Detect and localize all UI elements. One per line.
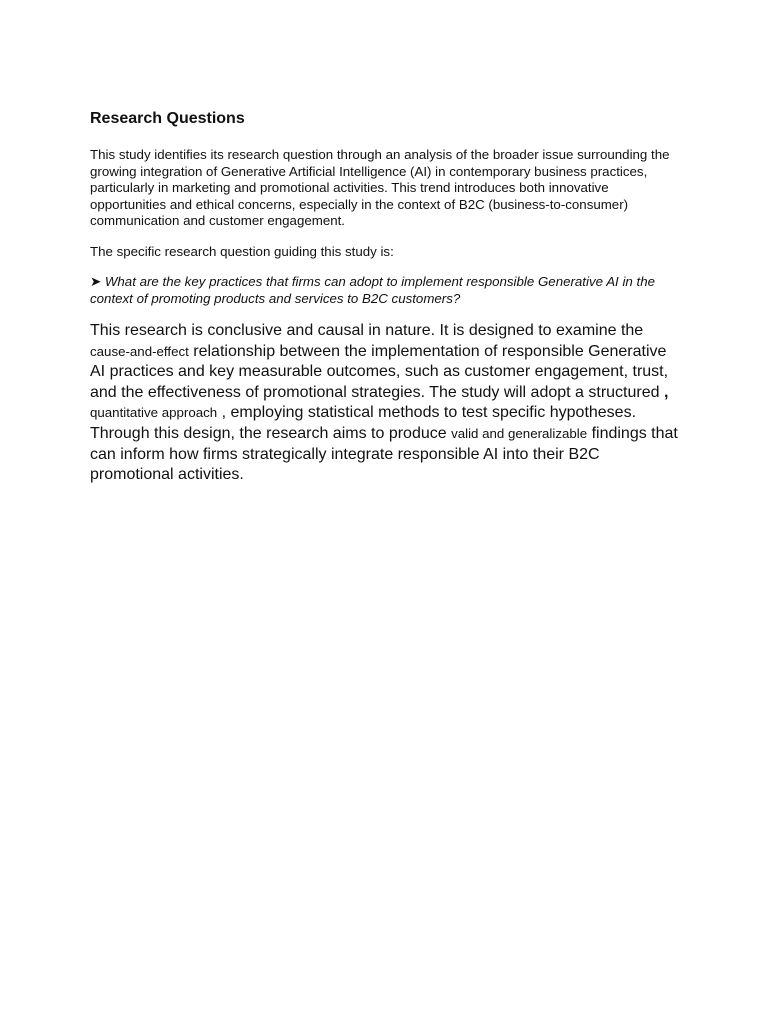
design-text-2: relationship between the implementation of responsible Generative AI practices and key measurable outcomes, such as customer engagement, trust, and the effectiveness of promotional strategies. The study will adopt a structured: [90, 342, 669, 401]
document-page: [90, 108, 680, 486]
design-paragraph: [90, 321, 680, 486]
research-question: [90, 274, 680, 307]
research-question-text: What are the key practices that firms can adopt to implement responsible Generative AI in the context of promoting products and services to B2C customers?: [90, 274, 655, 306]
design-comma: ,: [663, 383, 669, 401]
arrow-bullet-icon: ➤: [90, 274, 102, 289]
design-text-1: This research is conclusive and causal in nature. It is designed to examine the: [90, 322, 644, 339]
intro-paragraph: This study identifies its research question through an analysis of the broader issue surrounding the growing integration of Generative Artificial Intelligence (AI) in contemporary business practices, particularly in marketing and promotional activities. This trend introduces both innovative opportunities and ethical concerns, especially in the context of B2C (business-to-consumer) communication and customer engagement.: [90, 147, 670, 228]
design-text-4: findings that can inform how firms strategically integrate responsible AI into their B2C promotional activities.: [90, 424, 678, 484]
design-text-3: , employing statistical methods to test specific hypotheses. Through this design, the research aims to produce: [90, 404, 637, 442]
section-heading: Research Questions: [90, 110, 245, 127]
term-quantitative-approach: quantitative approach: [90, 405, 218, 421]
term-cause-and-effect: cause-and-effect: [90, 343, 189, 359]
term-valid-generalizable: valid and generalizable: [451, 425, 588, 441]
lead-in-text: The specific research question guiding this study is:: [90, 243, 394, 259]
